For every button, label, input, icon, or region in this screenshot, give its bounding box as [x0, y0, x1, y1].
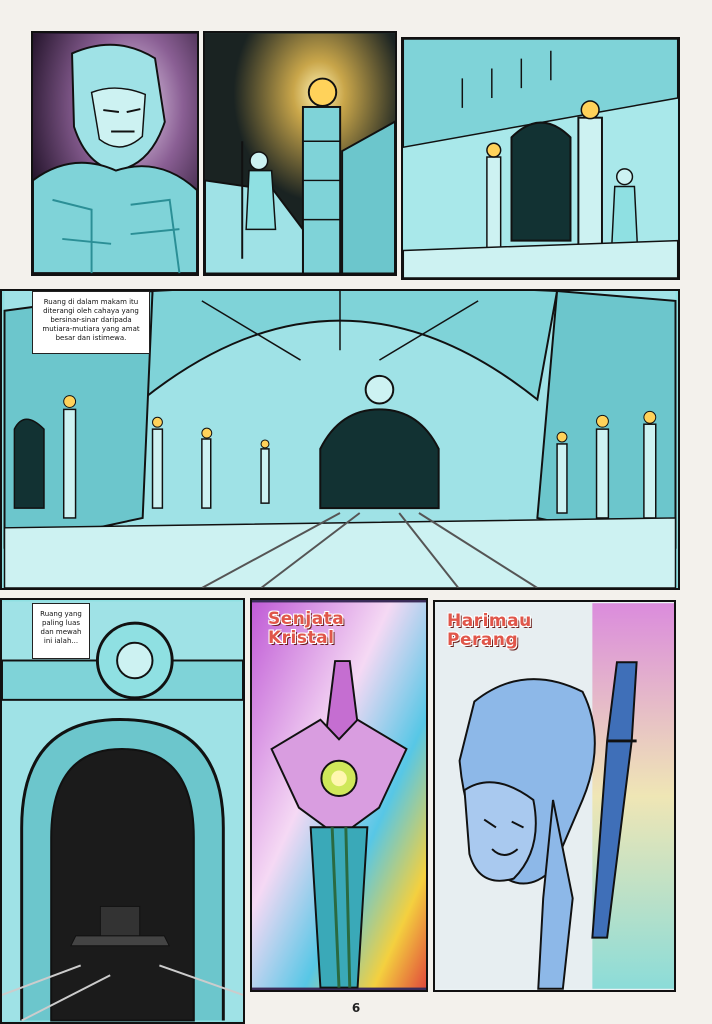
- page-number: 6: [351, 1001, 361, 1015]
- crystal-weapon-art: [252, 600, 426, 990]
- title-war-tiger: Harimau Perang: [447, 611, 532, 650]
- panel-grand-hall: [0, 289, 680, 590]
- corridor-guards-art: [403, 39, 678, 278]
- panel-crystal-weapon: [250, 598, 428, 992]
- panel-corridor-guards: [401, 37, 680, 280]
- panel-doorway: [0, 598, 245, 1024]
- title-crystal-weapon: Senjata Kristal: [268, 609, 345, 648]
- panel-statue-face: [31, 31, 199, 276]
- caption-grand-hall: Ruang di dalam makam itu diterangi oleh cahaya yang bersinar-sinar daripada mutiara-mutiara yang amat besar dan istimewa.: [32, 291, 150, 354]
- caption-doorway: Ruang yang paling luas dan mewah ini ialah...: [32, 603, 90, 659]
- panel-guard-pillar: [203, 31, 397, 276]
- panel-war-tiger: [433, 600, 676, 992]
- statue-face-art: [33, 33, 197, 274]
- war-tiger-art: [435, 602, 674, 990]
- doorway-art: [2, 600, 243, 1022]
- guard-pillar-art: [205, 33, 395, 274]
